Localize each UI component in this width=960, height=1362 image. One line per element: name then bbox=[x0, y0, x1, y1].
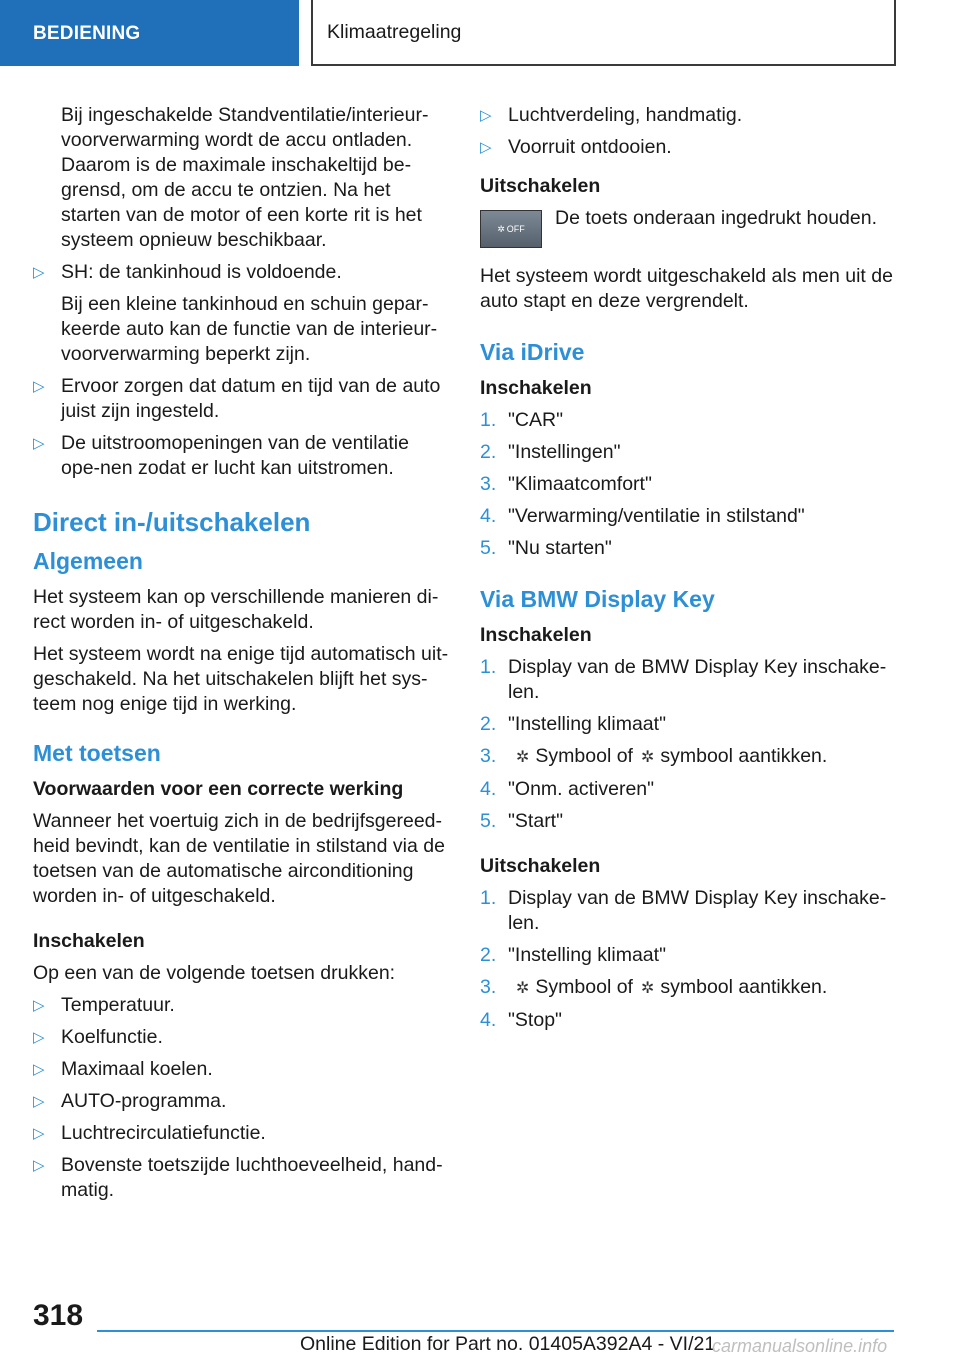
list-item bbox=[33, 431, 453, 481]
step-text: "Stop" bbox=[508, 1009, 562, 1031]
step-number: 4. bbox=[480, 505, 497, 527]
list-item-text: Ervoor zorgen dat datum en tijd van de auto juist zijn ingesteld. bbox=[61, 375, 441, 422]
fan-icon: ✲ bbox=[516, 749, 530, 766]
list-item bbox=[33, 260, 453, 285]
step-item bbox=[480, 744, 910, 770]
fan-manual-icon: ✲ bbox=[640, 749, 655, 766]
triangle-bullet-icon: ▷ bbox=[480, 139, 492, 156]
step-text: Display van de BMW Display Key inschake-len. bbox=[508, 656, 887, 703]
key-uitschakelen-heading: Uitschakelen bbox=[480, 855, 601, 877]
chapter-title: Klimaatregeling bbox=[327, 20, 462, 43]
triangle-bullet-icon: ▷ bbox=[33, 435, 45, 452]
step-text: symbool aantikken. bbox=[660, 745, 828, 767]
step-item bbox=[480, 504, 910, 529]
fan-off-button-image bbox=[480, 210, 542, 248]
step-number: 3. bbox=[480, 976, 497, 998]
triangle-bullet-icon: ▷ bbox=[33, 997, 45, 1014]
triangle-bullet-icon: ▷ bbox=[33, 1157, 45, 1174]
list-item bbox=[33, 993, 453, 1018]
right-column bbox=[480, 103, 910, 1040]
idrive-inschakelen-heading: Inschakelen bbox=[480, 377, 592, 399]
display-key-heading: Via BMW Display Key bbox=[480, 586, 715, 612]
step-text: "Klimaatcomfort" bbox=[508, 473, 652, 495]
voorwaarden-paragraph: Wanneer het voertuig zich in de bedrijfsgereed-heid bevindt, kan de ventilatie in stilstand via de toetsen van de automatische airconditioning worden in- of uitgeschakeld. bbox=[33, 810, 445, 907]
triangle-bullet-icon: ▷ bbox=[33, 264, 45, 281]
step-text: "Onm. activeren" bbox=[508, 778, 655, 800]
step-item bbox=[480, 809, 910, 834]
list-item bbox=[33, 374, 453, 424]
section-tab bbox=[0, 0, 299, 66]
step-number: 1. bbox=[480, 887, 497, 909]
algemeen-paragraph-2: Het systeem wordt na enige tijd automatisch uit-geschakeld. Na het uitschakelen blijft het sys-teem nog enige tijd in werking. bbox=[33, 643, 449, 715]
step-item bbox=[480, 655, 910, 705]
off-button-row bbox=[480, 206, 910, 250]
step-number: 4. bbox=[480, 1009, 497, 1031]
triangle-bullet-icon: ▷ bbox=[33, 1093, 45, 1110]
left-column bbox=[33, 103, 453, 1210]
list-item-text: Luchtrecirculatiefunctie. bbox=[61, 1122, 266, 1144]
off-instruction: De toets onderaan ingedrukt houden. bbox=[555, 207, 877, 229]
intro-paragraph: Bij ingeschakelde Standventilatie/interieur-voorverwarming wordt de accu ontladen. Daarom is de maximale inschakeltijd be-grensd, om de accu te ontzien. Na het starten van de motor of een korte rit is het systeem opnieuw beschikbaar. bbox=[61, 104, 429, 251]
step-item bbox=[480, 408, 910, 433]
fan-icon: ✲ bbox=[497, 224, 505, 234]
list-item-text: De uitstroomopeningen van de ventilatie ope-nen zodat er lucht kan uitstromen. bbox=[61, 432, 409, 479]
step-number: 3. bbox=[480, 745, 497, 767]
step-text: "Instellingen" bbox=[508, 441, 621, 463]
idrive-steps bbox=[480, 408, 910, 561]
chapter-tab bbox=[311, 0, 896, 66]
inschakelen-paragraph: Op een van de volgende toetsen drukken: bbox=[33, 962, 396, 984]
triangle-bullet-icon: ▷ bbox=[33, 378, 45, 395]
uitschakelen-heading: Uitschakelen bbox=[480, 175, 601, 197]
step-text: "Nu starten" bbox=[508, 537, 612, 559]
step-number: 1. bbox=[480, 656, 497, 678]
step-text: symbool aantikken. bbox=[660, 976, 828, 998]
list-item-text: Temperatuur. bbox=[61, 994, 175, 1016]
step-text: "Start" bbox=[508, 810, 564, 832]
inschakelen-heading: Inschakelen bbox=[33, 930, 145, 952]
step-item bbox=[480, 536, 910, 561]
step-item bbox=[480, 975, 910, 1001]
triangle-bullet-icon: ▷ bbox=[33, 1061, 45, 1078]
key-inschakelen-heading: Inschakelen bbox=[480, 624, 592, 646]
list-item-text: Voorruit ontdooien. bbox=[508, 136, 672, 158]
list-item bbox=[33, 1153, 453, 1203]
step-text: Symbool of bbox=[535, 745, 633, 767]
idrive-heading: Via iDrive bbox=[480, 339, 585, 365]
requirements-list bbox=[33, 260, 453, 481]
list-item bbox=[33, 1121, 453, 1146]
off-label: OFF bbox=[506, 224, 525, 234]
section-title: BEDIENING bbox=[33, 22, 141, 44]
key-list bbox=[33, 993, 453, 1203]
step-item bbox=[480, 712, 910, 737]
step-item bbox=[480, 886, 910, 936]
step-number: 3. bbox=[480, 473, 497, 495]
list-item-text: AUTO-programma. bbox=[61, 1090, 227, 1112]
step-number: 1. bbox=[480, 409, 497, 431]
list-item-text: Koelfunctie. bbox=[61, 1026, 163, 1048]
list-item bbox=[33, 1089, 453, 1114]
fan-icon: ✲ bbox=[516, 980, 530, 997]
list-item-text: Bovenste toetszijde luchthoeveelheid, hand-matig. bbox=[61, 1154, 443, 1201]
step-item bbox=[480, 943, 910, 968]
step-text: "CAR" bbox=[508, 409, 564, 431]
algemeen-heading: Algemeen bbox=[33, 548, 143, 574]
list-item-note: Bij een kleine tankinhoud en schuin gepar-keerde auto kan de functie van de interieur-voorverwarming beperkt zijn. bbox=[61, 293, 438, 365]
triangle-bullet-icon: ▷ bbox=[33, 1125, 45, 1142]
page-number: 318 bbox=[33, 1299, 84, 1332]
step-item bbox=[480, 440, 910, 465]
section-heading: Direct in-/uitschakelen bbox=[33, 507, 311, 537]
step-text: "Instelling klimaat" bbox=[508, 713, 666, 735]
step-number: 2. bbox=[480, 944, 497, 966]
step-item bbox=[480, 472, 910, 497]
list-item-text: Luchtverdeling, handmatig. bbox=[508, 104, 743, 126]
step-number: 2. bbox=[480, 713, 497, 735]
list-item bbox=[33, 1025, 453, 1050]
footer-edition: Online Edition for Part no. 01405A392A4 - VI/21 bbox=[300, 1333, 716, 1355]
step-item bbox=[480, 777, 910, 802]
uitschakelen-paragraph: Het systeem wordt uitgeschakeld als men uit de auto stapt en deze vergrendelt. bbox=[480, 265, 893, 312]
triangle-bullet-icon: ▷ bbox=[33, 1029, 45, 1046]
step-text: "Instelling klimaat" bbox=[508, 944, 666, 966]
key-inschakelen-steps bbox=[480, 655, 910, 834]
list-item-text: Maximaal koelen. bbox=[61, 1058, 213, 1080]
watermark: carmanualsonline.info bbox=[712, 1336, 888, 1356]
step-number: 5. bbox=[480, 537, 497, 559]
voorwaarden-heading: Voorwaarden voor een correcte werking bbox=[33, 778, 404, 800]
met-toetsen-heading: Met toetsen bbox=[33, 740, 161, 766]
list-item bbox=[480, 135, 910, 160]
step-number: 5. bbox=[480, 810, 497, 832]
step-text: Display van de BMW Display Key inschake-len. bbox=[508, 887, 887, 934]
key-list-continued bbox=[480, 103, 910, 160]
list-item-text: SH: de tankinhoud is voldoende. bbox=[61, 261, 342, 283]
list-item bbox=[480, 103, 910, 128]
triangle-bullet-icon: ▷ bbox=[480, 107, 492, 124]
step-number: 2. bbox=[480, 441, 497, 463]
step-number: 4. bbox=[480, 778, 497, 800]
step-text: "Verwarming/ventilatie in stilstand" bbox=[508, 505, 805, 527]
key-uitschakelen-steps bbox=[480, 886, 910, 1033]
step-text: Symbool of bbox=[535, 976, 633, 998]
fan-manual-icon: ✲ bbox=[640, 980, 655, 997]
list-item bbox=[33, 1057, 453, 1082]
step-item bbox=[480, 1008, 910, 1033]
algemeen-paragraph-1: Het systeem kan op verschillende manieren di-rect worden in- of uitgeschakeld. bbox=[33, 586, 439, 633]
